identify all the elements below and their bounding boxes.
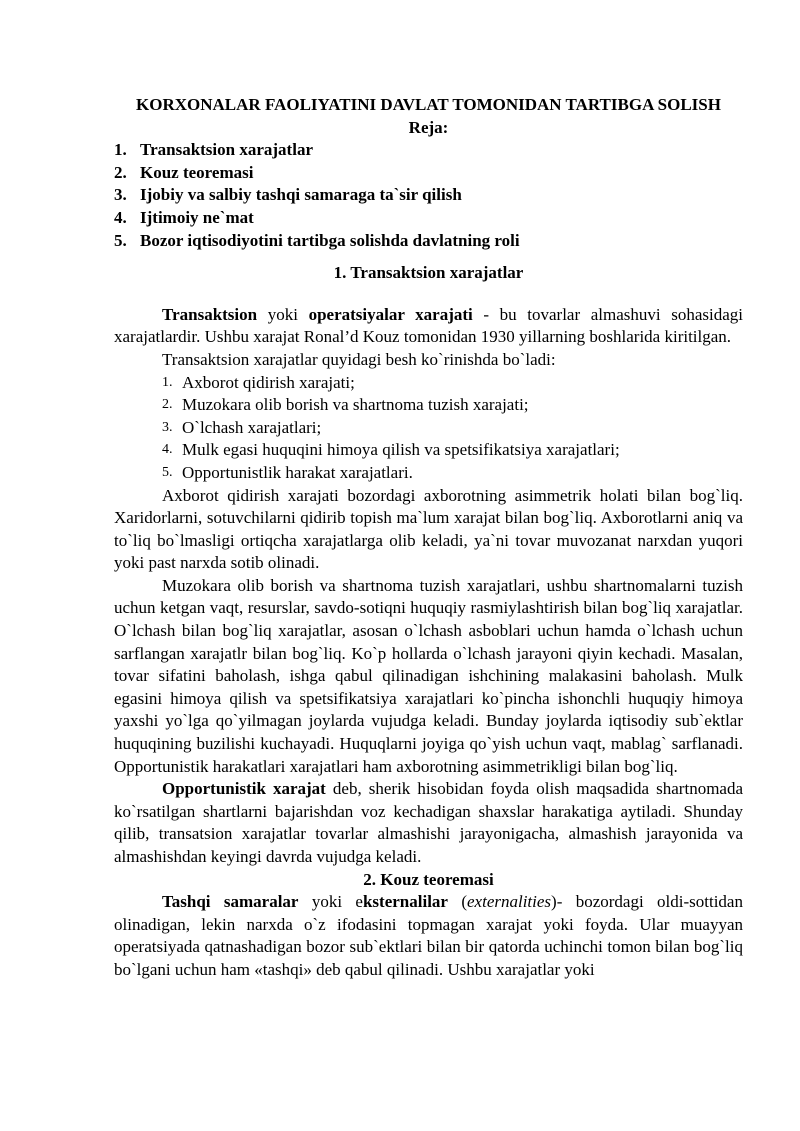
term-tashqi-samaralar: Tashqi samaralar	[162, 892, 299, 912]
kinds-item-text: Muzokara olib borish va shartnoma tuzish xarajati;	[182, 395, 529, 415]
kinds-item-text: Opportunistlik harakat xarajatlari.	[182, 462, 413, 482]
section-1-paragraph-1: Transaktsion yoki operatsiyalar xarajati - bu tovarlar almashuvi sohasidagi xarajatlardir. Ushbu xarajat Ronal’d Kouz tomonidan 1930 yillarning boshlarida kiritilgan.	[114, 304, 743, 347]
plan-item-text: Kouz teoremasi	[140, 162, 254, 182]
kinds-item-number: 3.	[162, 419, 173, 435]
plan-item	[114, 162, 743, 185]
plan-item	[114, 184, 743, 207]
section-1-paragraph-3: Muzokara olib borish va shartnoma tuzish xarajatlari, ushbu shartnomalarni tuzish uchun ketgan vaqt, resurslar, savdo-sotiqni huquqiy rasmiylashtirish bilan bog`liq xarajatlar. O`lchash bilan bog`liq xarajatlar, asosan o`lchash asboblari uchun hamda o`lchash uchun sarflangan xarajatlr bilan bog`liq. Ko`p hollarda o`lchash jarayoni qiyin kechadi. Masalan, tovar sifatini baholash, ishga qabul qilinadigan ishchining malakasini baholash. Mulk egasini himoya qilish va spetsifikatsiya xarajatlari ko`pincha ishonchli huquqiy himoya yaxshi yo`lga qo`yilmagan joylarda vujudga keladi. Bunday joylarda iqtisodiy sub`ektlar huquqining buzilishi kuchayadi. Huquqlarni joyiga qo`yish uchun vaqt, mablag` sarflanadi. Opportunistik harakatlari xarajatlari ham axborotning asimmetrikligi bilan bog`liq.	[114, 575, 743, 776]
spacer	[114, 285, 743, 304]
kinds-list	[114, 372, 743, 485]
section-1-paragraph-4: Opportunistik xarajat deb, sherik hisobidan foyda olish maqsadida shartnomada ko`rsatilgan shartlarni bajarishdan voz kechadigan shaxslar harakatiga aytiladi. Shunday qilib, transatsion xarajatlar tovarlar almashishi jarayonigacha, almashish jarayonida va almashishdan keyingi davrda vujudga keladi.	[114, 779, 744, 866]
plan-item-number: 1.	[114, 140, 127, 160]
kinds-item	[162, 394, 743, 417]
plan-heading: Reja:	[408, 117, 449, 137]
section-2-heading: 2. Kouz teoremasi	[363, 869, 494, 889]
plan-item-number: 2.	[114, 162, 127, 182]
plan-item-text: Bozor iqtisodiyotini tartibga solishda davlatning roli	[140, 230, 520, 250]
plan-item-text: Transaktsion xarajatlar	[140, 140, 313, 160]
kinds-item-text: Axborot qidirish xarajati;	[182, 372, 355, 392]
plan-item-text: Ijobiy va salbiy tashqi samaraga ta`sir qilish	[140, 185, 462, 205]
term-externalities: externalities	[467, 892, 552, 912]
section-1-heading: 1. Transaktsion xarajatlar	[333, 263, 524, 283]
document-title: KORXONALAR FAOLIYATINI DAVLAT TOMONIDAN TARTIBGA SOLISH	[136, 95, 721, 114]
plan-item-number: 3.	[114, 185, 127, 205]
term-eksternalilar: ksternalilar	[362, 892, 448, 912]
section-1-paragraph-2: Axborot qidirish xarajati bozordagi axborotning asimmetrik holati bilan bog`liq. Xaridorlarni, sotuvchilarni qidirib topish ma`lum xarajat bilan bog`liq. Axborotlarni aniq va to`liq bo`lmasligi ortiqcha xarajatlarga olib keladi, ya`ni tovar muvozanat narxdan yuqori yoki past narxda sotib olinadi.	[114, 485, 743, 573]
plan-item-number: 4.	[114, 207, 127, 227]
term-operatsiyalar-xarajati: operatsiyalar xarajati	[308, 304, 473, 324]
plan-item-number: 5.	[114, 230, 127, 250]
plan-list	[114, 139, 743, 252]
kinds-item-text: Mulk egasi huquqini himoya qilish va spetsifikatsiya xarajatlari;	[182, 440, 620, 460]
kinds-item-number: 1.	[162, 374, 173, 390]
kinds-item	[162, 372, 743, 395]
term-opportunistik-xarajat: Opportunistik xarajat	[162, 779, 326, 799]
kinds-item	[162, 439, 743, 462]
kinds-item-number: 2.	[162, 397, 173, 413]
kinds-item-number: 5.	[162, 464, 173, 480]
section-2-paragraph-1: Tashqi samaralar yoki eksternalilar (externalities)- bozordagi oldi-sottidan olinadigan, lekin narxda o`z ifodasini topmagan xarajat yoki foyda. Ular muayyan operatsiyada qatnashadigan bozor sub`ektlari bilan bir qatorda uchinchi tomon bilan bog`liq bo`lgani uchun ham «tashqi» deb qabul qilinadi. Ushbu xarajatlar yoki	[114, 892, 743, 979]
kinds-item	[162, 417, 743, 440]
kinds-intro: Transaktsion xarajatlar quyidagi besh ko`rinishda bo`ladi:	[162, 349, 556, 369]
kinds-item-number: 4.	[162, 442, 173, 458]
plan-item-text: Ijtimoiy ne`mat	[140, 207, 254, 227]
kinds-item	[162, 462, 743, 485]
kinds-item-text: O`lchash xarajatlari;	[182, 417, 322, 437]
plan-item	[114, 207, 743, 230]
plan-item	[114, 230, 743, 253]
spacer	[114, 252, 743, 262]
term-transaktsion: Transaktsion	[162, 304, 258, 324]
plan-item	[114, 139, 743, 162]
